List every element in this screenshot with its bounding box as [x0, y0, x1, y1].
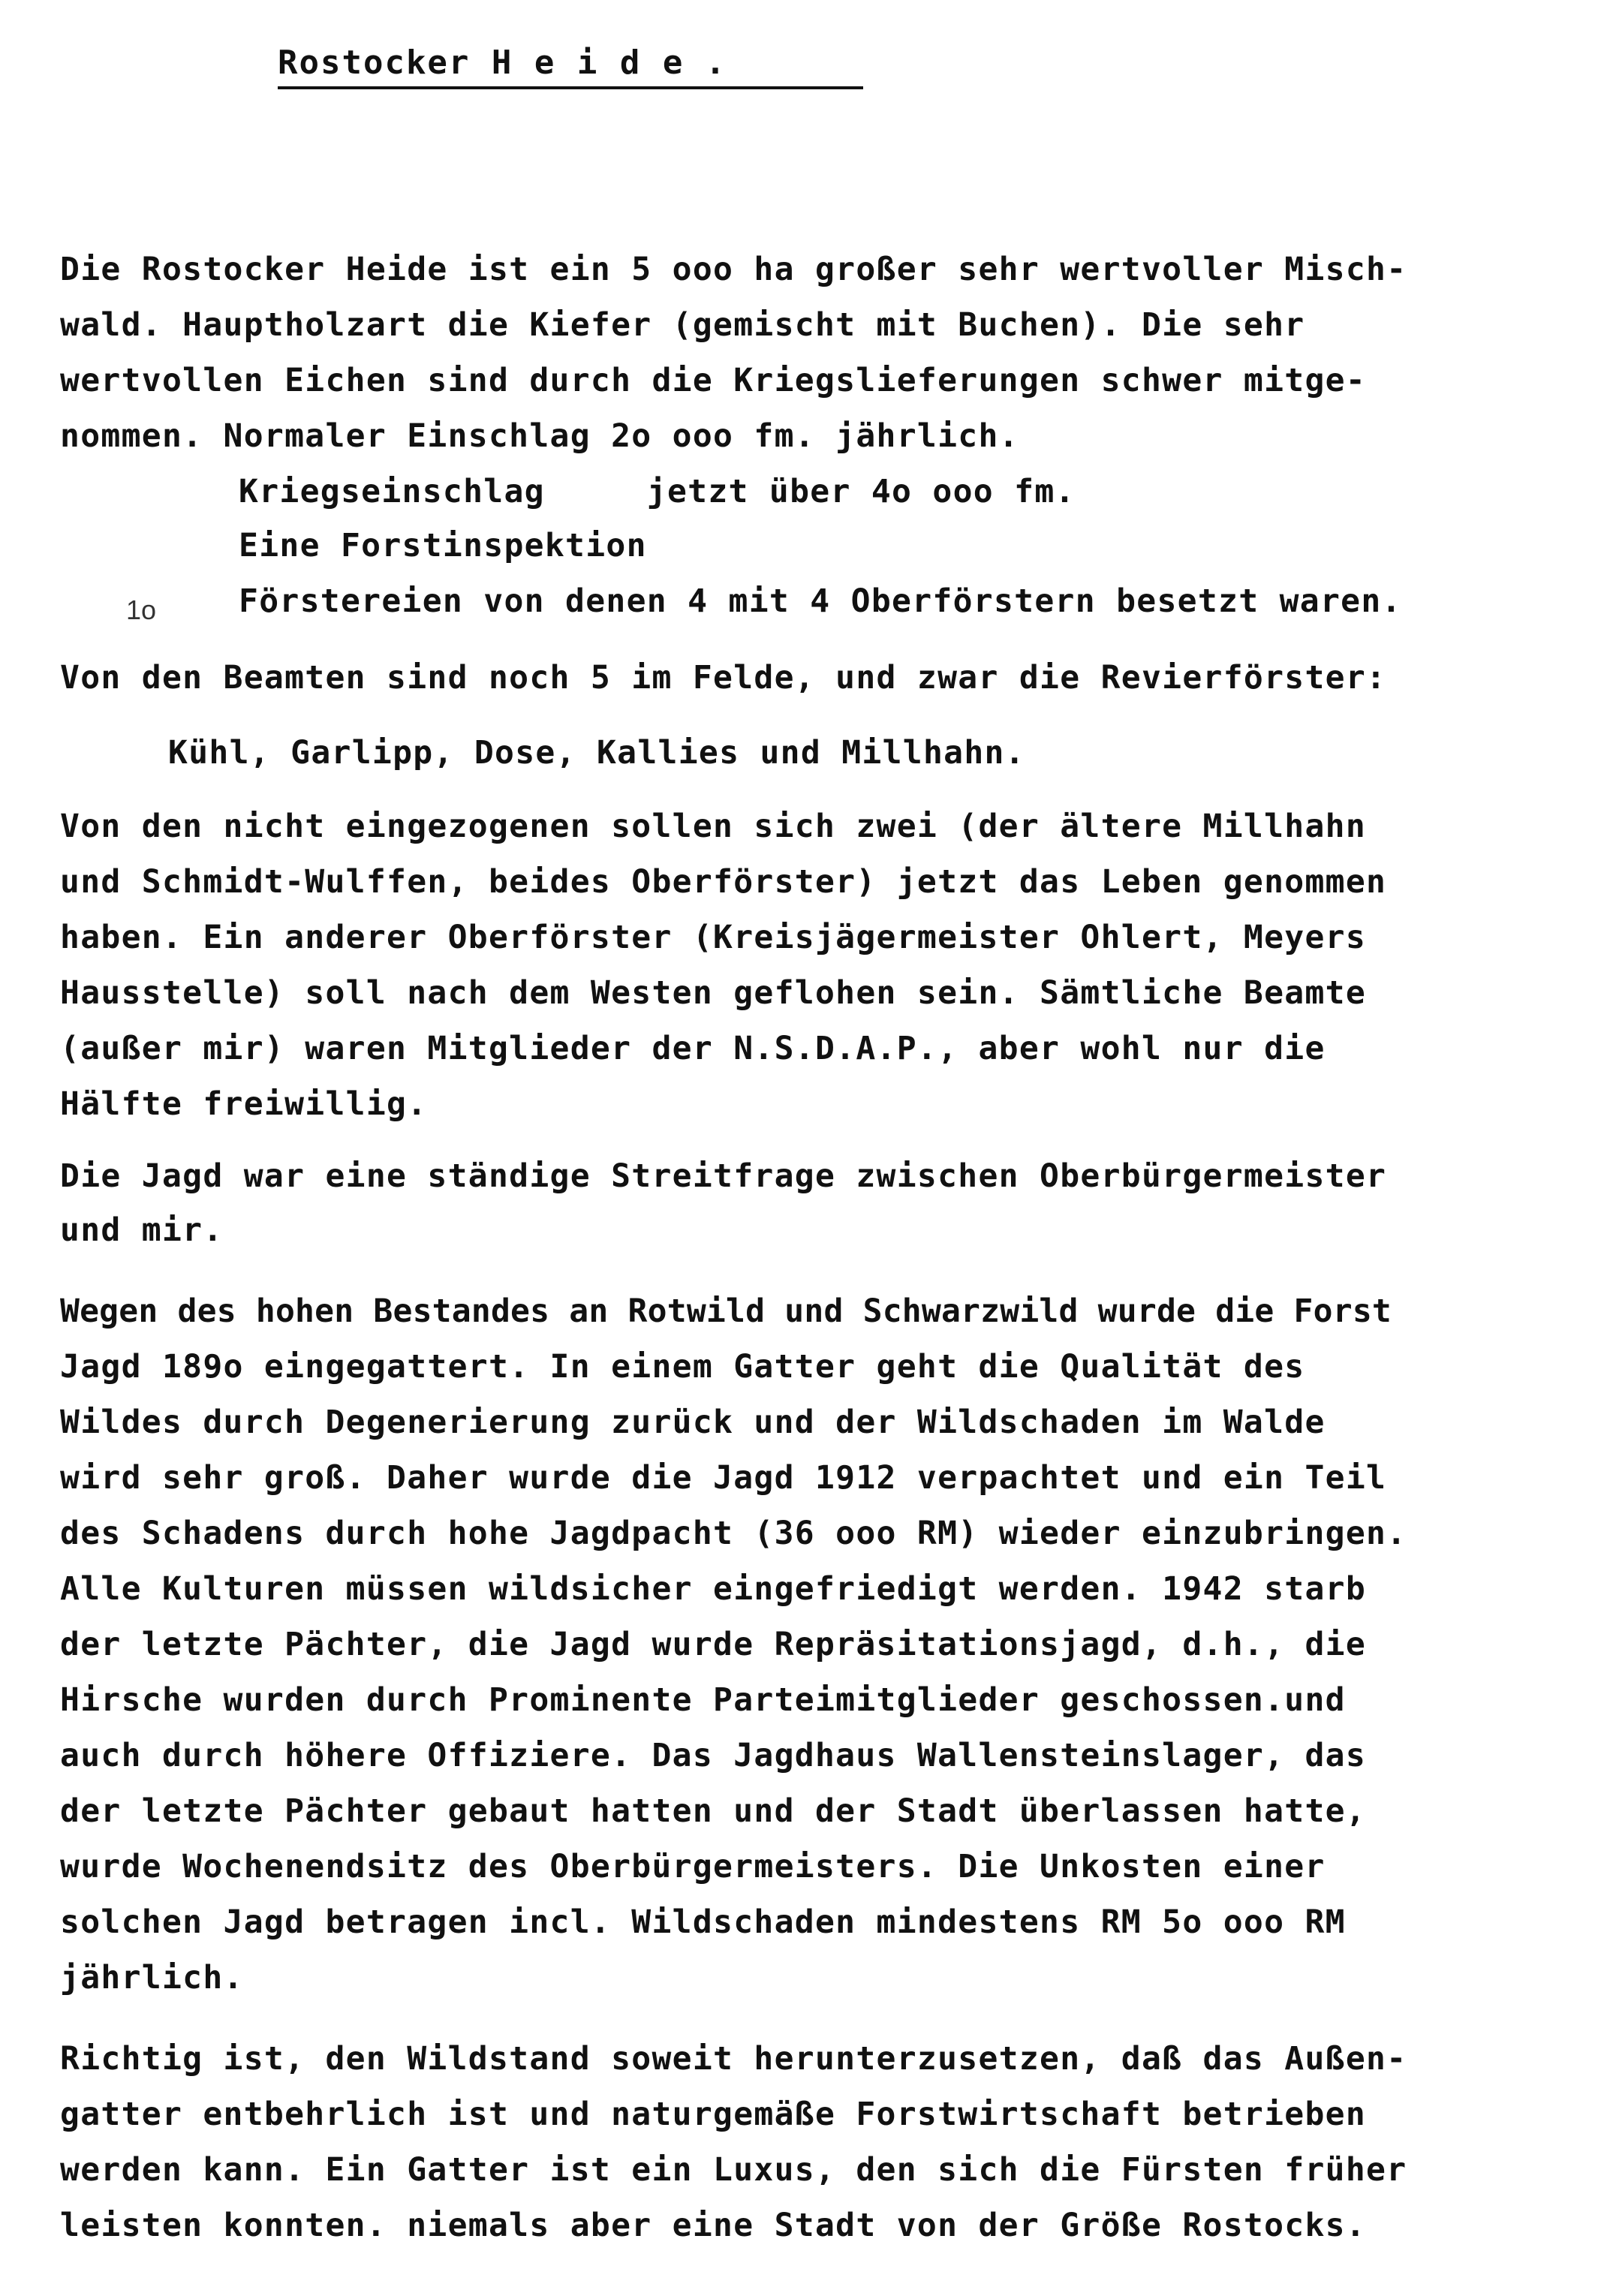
text-line: wurde Wochenendsitz des Oberbürgermeisters. Die Unkosten einer [60, 1848, 1326, 1885]
text-line: Hälfte freiwillig. [60, 1085, 428, 1123]
text-line: des Schadens durch hohe Jagdpacht (36 ooo RM) wieder einzubringen. [60, 1515, 1407, 1552]
text-line: solchen Jagd betragen incl. Wildschaden mindestens RM 5o ooo RM [60, 1903, 1346, 1941]
margin-number: 1o [126, 594, 157, 625]
text-line: Richtig ist, den Wildstand soweit herunterzusetzen, daß das Außen- [60, 2040, 1407, 2078]
text-line: wird sehr groß. Daher wurde die Jagd 1912 verpachtet und ein Teil [60, 1459, 1387, 1497]
text-line: haben. Ein anderer Oberförster (Kreisjägermeister Ohlert, Meyers [60, 919, 1367, 956]
text-line: nommen. Normaler Einschlag 2o ooo fm. jährlich. [60, 417, 1019, 455]
text-line: Alle Kulturen müssen wildsicher eingefriedigt werden. 1942 starb [60, 1570, 1367, 1608]
text-line: Förstereien von denen 4 mit 4 Oberförstern besetzt waren. [239, 582, 1402, 620]
text-line: Eine Forstinspektion [239, 527, 647, 564]
text-line: Kriegseinschlag jetzt über 4o ooo fm. [239, 473, 1076, 510]
text-line: gatter entbehrlich ist und naturgemäße Forstwirtschaft betrieben [60, 2096, 1367, 2133]
text-line: der letzte Pächter, die Jagd wurde Repräsitationsjagd, d.h., die [60, 1626, 1367, 1663]
text-line: Die Rostocker Heide ist ein 5 ooo ha großer sehr wertvoller Misch- [60, 251, 1407, 288]
text-line: Jagd 189o eingegattert. In einem Gatter geht die Qualität des [60, 1348, 1305, 1386]
text-line: wald. Hauptholzart die Kiefer (gemischt mit Buchen). Die sehr [60, 306, 1305, 344]
text-line: auch durch höhere Offiziere. Das Jagdhaus Wallensteinslager, das [60, 1737, 1367, 1774]
text-line: Wegen des hohen Bestandes an Rotwild und Schwarzwild wurde die Forst [60, 1292, 1392, 1330]
text-line: wertvollen Eichen sind durch die Kriegslieferungen schwer mitge- [60, 362, 1367, 399]
text-line: Hausstelle) soll nach dem Westen geflohen sein. Sämtliche Beamte [60, 974, 1367, 1012]
text-line: (außer mir) waren Mitglieder der N.S.D.A.P., aber wohl nur die [60, 1030, 1326, 1067]
text-line: Hirsche wurden durch Prominente Parteimitglieder geschossen.und [60, 1681, 1346, 1719]
text-line: Wildes durch Degenerierung zurück und der Wildschaden im Walde [60, 1404, 1326, 1441]
text-line: und mir. [60, 1211, 224, 1249]
text-line: Von den Beamten sind noch 5 im Felde, und zwar die Revierförster: [60, 659, 1387, 697]
text-line: werden kann. Ein Gatter ist ein Luxus, den sich die Fürsten früher [60, 2151, 1407, 2189]
text-line: leisten konnten. niemals aber eine Stadt von der Größe Rostocks. [60, 2207, 1367, 2244]
text-line: Kühl, Garlipp, Dose, Kallies und Millhahn. [168, 734, 1025, 772]
text-line: jährlich. [60, 1959, 244, 1997]
text-line: und Schmidt-Wulffen, beides Oberförster) jetzt das Leben genommen [60, 863, 1387, 901]
text-line: der letzte Pächter gebaut hatten und der Stadt überlassen hatte, [60, 1792, 1367, 1830]
text-line: Von den nicht eingezogenen sollen sich zwei (der ältere Millhahn [60, 808, 1367, 845]
document-title: Rostocker H e i d e . [278, 44, 863, 89]
text-line: Die Jagd war eine ständige Streitfrage zwischen Oberbürgermeister [60, 1157, 1387, 1195]
